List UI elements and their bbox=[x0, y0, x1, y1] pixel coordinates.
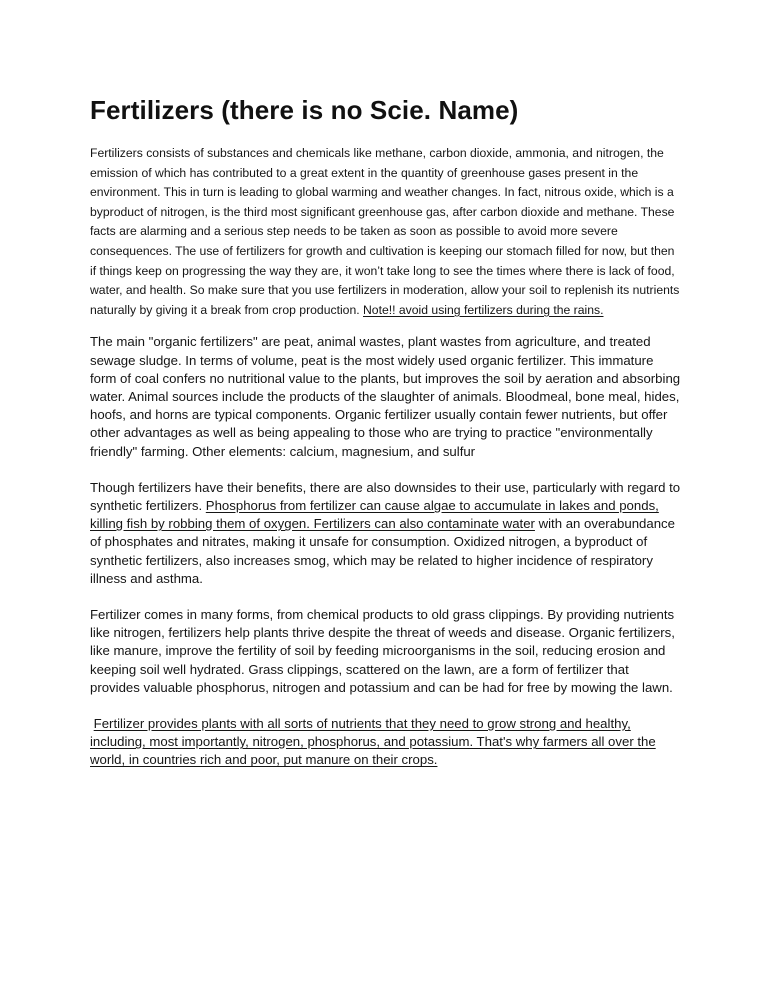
page-title: Fertilizers (there is no Scie. Name) bbox=[90, 95, 519, 125]
intro-paragraph bbox=[90, 144, 682, 320]
downsides-underlined-text: Phosphorus from fertilizer can cause algae to accumulate in lakes and ponds, killing fish by robbing them of oxygen. Fertilizers can also contaminate water bbox=[90, 497, 659, 532]
nutrients-paragraph bbox=[90, 715, 682, 770]
intro-text: Fertilizers consists of substances and chemicals like methane, carbon dioxide, ammonia, and nitrogen, the emission of which has contributed to a great extent in the quantity of greenhouse gases present in the environment. This in turn is leading to global warming and weather changes. In fact, nitrous oxide, which is a byproduct of nitrogen, is the third most significant greenhouse gas, after carbon dioxide and methane. These facts are alarming and a serious step needs to be taken as soon as possible to avoid more severe consequences. The use of fertilizers for growth and cultivation is keeping our stomach filled for now, but then if things keep on progressing the way they are, it won’t take long to see the times where there is lack of food, water, and health. So make sure that you use fertilizers in moderation, allow your soil to replenish its nutrients naturally by giving it a break from crop production. bbox=[90, 146, 680, 317]
downsides-text-before: Though fertilizers have their benefits, there are also downsides to their use, particularly with regard to synthetic fertilizers. bbox=[90, 479, 681, 513]
downsides-paragraph bbox=[90, 479, 682, 588]
nutrients-underlined-text: Fertilizer provides plants with all sorts of nutrients that they need to grow strong and healthy, including, most importantly, nitrogen, phosphorus, and potassium. That's why farmers all over the world, in countries rich and poor, put manure on their crops. bbox=[90, 716, 656, 768]
fertilizer-forms-paragraph bbox=[90, 606, 682, 697]
document-page bbox=[90, 92, 682, 788]
rain-note: Note!! avoid using fertilizers during the rains. bbox=[363, 302, 604, 317]
organic-fertilizers-paragraph bbox=[90, 333, 682, 460]
downsides-text-after: with an overabundance of phosphates and nitrates, making it unsafe for consumption. Oxidized nitrogen, a byproduct of synthetic fertilizers, also increases smog, which may be related to higher incidence of respiratory illness and asthma. bbox=[90, 516, 675, 586]
organic-text: The main "organic fertilizers" are peat, animal wastes, plant wastes from agriculture, and treated sewage sludge. In terms of volume, peat is the most widely used organic fertilizer. This immature form of coal confers no nutritional value to the plants, but improves the soil by aeration and absorbing water. Animal sources include the products of the slaughter of animals. Bloodmeal, bone meal, hides, hoofs, and horns are typical components. Organic fertilizer usually contain fewer nutrients, but offer other advantages as well as being appealing to those who are trying to practice "environmentally friendly" farming. Other elements: calcium, magnesium, and sulfur bbox=[90, 334, 681, 459]
forms-text: Fertilizer comes in many forms, from chemical products to old grass clippings. By providing nutrients like nitrogen, fertilizers help plants thrive despite the threat of weeds and disease. Organic fertilizers, like manure, improve the fertility of soil by feeding microorganisms in the soil, reducing erosion and keeping soil well hydrated. Grass clippings, scattered on the lawn, are a form of fertilizer that provides valuable phosphorus, nitrogen and potassium and can be had for free by mowing the lawn. bbox=[90, 606, 675, 695]
